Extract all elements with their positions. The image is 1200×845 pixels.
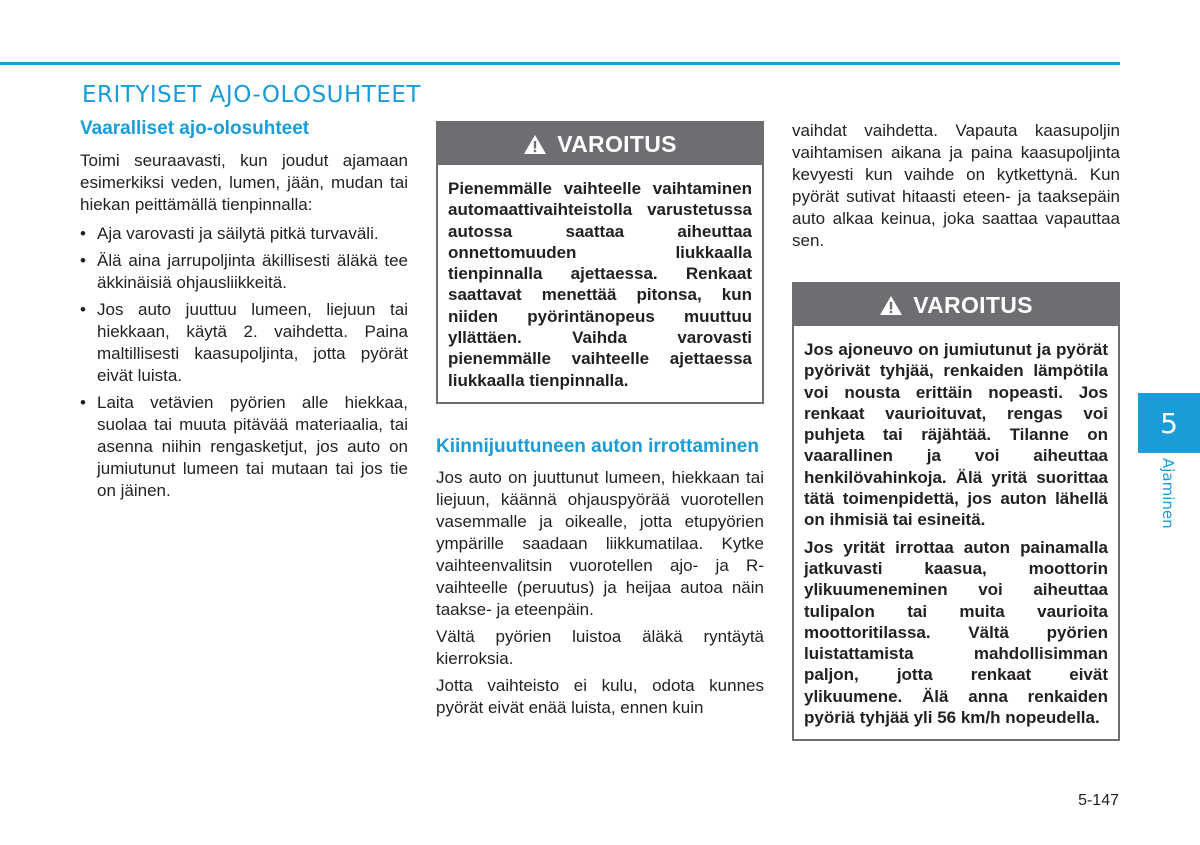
column-left: [80, 118, 408, 502]
warning-title: VAROITUS: [557, 130, 677, 157]
chapter-label: Ajaminen: [1159, 458, 1177, 529]
paragraph: Jos auto on juuttunut lumeen, hiekkaan tai liejuun, käännä ohjauspyörää vuorotellen vasemmalle ja oikealle, jotta etupyörien ympärille saadaan liikkumatilaa. Kytke vaihteenvalitsin vuorotellen ajo- ja R-vaihteelle (peruutus) ja heijaa autoa näin taakse- ja eteenpäin.: [436, 467, 764, 619]
warning-box-gear: [436, 121, 764, 404]
top-rule: [0, 62, 1120, 65]
tips-list: [80, 223, 408, 502]
intro-paragraph: Toimi seuraavasti, kun joudut ajamaan esimerkiksi veden, lumen, jään, mudan tai hiekan peittämällä tienpinnalla:: [80, 151, 408, 214]
column-right: [792, 120, 1120, 741]
list-item: [80, 223, 408, 245]
paragraph: vaihdat vaihdetta. Vapauta kaasupoljin vaihtamisen aikana ja paina kaasupoljinta kevyesti kun vaihde on kytkettynä. Kun pyörät sutivat hitaasti eteen- ja taaksepäin auto alkaa keinua, joka saattaa vapauttaa sen.: [792, 121, 1120, 250]
list-item-text: Älä aina jarrupoljinta äkillisesti äläkä tee äkkinäisiä ohjausliikkeitä.: [97, 251, 408, 292]
warning-header: [794, 284, 1118, 326]
list-item-text: Jos auto juuttuu lumeen, liejuun tai hiekkaan, käytä 2. vaihdetta. Paina maltillisesti kaasupoljinta, jotta pyörät eivät luista.: [97, 300, 408, 385]
paragraph: Jotta vaihteisto ei kulu, odota kunnes pyörät eivät enää luista, ennen kuin: [436, 675, 764, 717]
list-item: [80, 392, 408, 502]
list-item-text: Aja varovasti ja säilytä pitkä turvaväli.: [97, 224, 379, 243]
subheading-freeing-stuck-vehicle: Kiinnijuuttuneen auton irrottaminen: [436, 435, 759, 457]
paragraph: Vältä pyörien luistoa äläkä ryntäytä kierroksia.: [436, 626, 764, 668]
bullet-icon: •: [80, 224, 86, 243]
warning-text: Jos ajoneuvo on jumiutunut ja pyörät pyörivät tyhjää, renkaiden lämpötila voi nousta erittäin nopeasti. Jos renkaat vaurioituvat, rengas voi puhjeta tai räjähtää. Tilanne on vaarallinen ja voi aiheuttaa henkilövahinkoja. Älä yritä suorittaa tätä toimenpidettä, jos auton lähellä on ihmisiä tai esineitä.: [804, 340, 1108, 530]
list-item: [80, 250, 408, 294]
warning-title: VAROITUS: [913, 291, 1033, 318]
warning-triangle-icon: [523, 134, 547, 155]
warning-body: [794, 326, 1118, 739]
warning-body: [438, 165, 762, 402]
section-title: ERITYISET AJO-OLOSUHTEET: [82, 82, 421, 108]
subheading-hazardous-conditions: Vaaralliset ajo-olosuhteet: [80, 118, 310, 139]
list-item-text: Laita vetävien pyörien alle hiekkaa, suolaa tai muuta pitävää materiaalia, tai asenna niihin rengasketjut, jos auto on jumiutunut lumeen tai mutaan tai jos tie on jäinen.: [97, 393, 408, 500]
bullet-icon: •: [80, 300, 86, 319]
warning-header: [438, 123, 762, 165]
column-middle: [436, 121, 764, 719]
bullet-icon: •: [80, 251, 86, 270]
page-number: 5-147: [1078, 792, 1119, 809]
warning-text: Jos yrität irrottaa auton painamalla jatkuvasti kaasua, moottorin ylikuumeneminen voi aiheuttaa tulipalon tai muita vaurioita moottoritilassa. Vältä pyörien luistattamista mahdollisimman paljon, jotta renkaat eivät ylikuumene. Älä anna renkaiden pyöriä tyhjää yli 56 km/h nopeudella.: [804, 537, 1108, 728]
chapter-tab: 5: [1138, 393, 1200, 453]
warning-triangle-icon: [879, 295, 903, 316]
bullet-icon: •: [80, 393, 86, 412]
warning-box-tires: [792, 282, 1120, 741]
warning-text: Pienemmälle vaihteelle vaihtaminen automaattivaihteistolla varustetussa autossa saattaa aiheuttaa onnettomuuden liukkaalla tienpinnalla ajettaessa. Renkaat saattavat menettää pitonsa, kun niiden pyörintänopeus muuttuu yllättäen. Vaihda varovasti pienemmälle vaihteelle ajettaessa liukkaalla tienpinnalla.: [448, 179, 752, 390]
list-item: [80, 299, 408, 387]
